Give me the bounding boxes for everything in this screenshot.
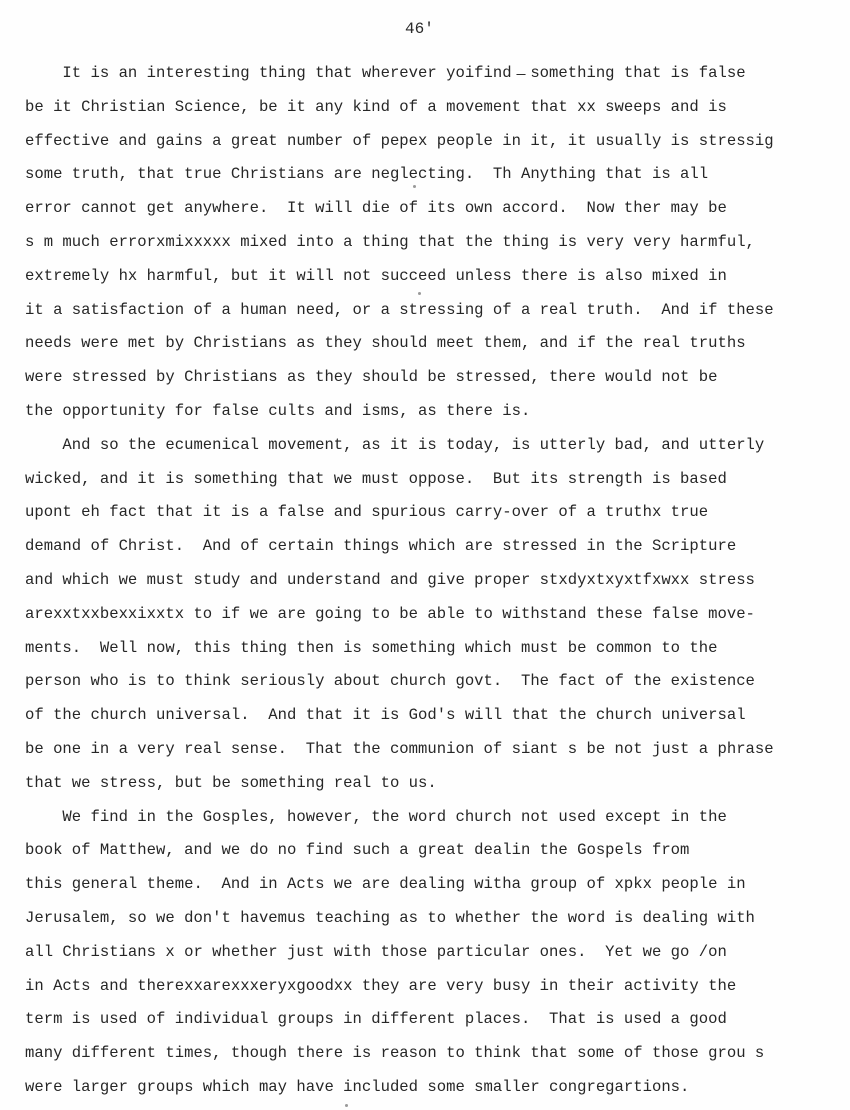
text-line: And so the ecumenical movement, as it is today, is utterly bad, and utterly <box>25 435 765 454</box>
text-line: We find in the Gosples, however, the word church not used except in the <box>25 807 727 826</box>
text-line: extremely hx harmful, but it will not succeed unless there is also mixed in <box>25 266 727 285</box>
text-line: s m much errorxmixxxxx mixed into a thing that the thing is very very harmful, <box>25 232 755 251</box>
text-line: effective and gains a great number of pepex people in it, it usually is stressig <box>25 131 774 150</box>
text-line: Jerusalem, so we don't havemus teaching as to whether the word is dealing with <box>25 908 755 927</box>
scan-speck <box>345 1104 348 1107</box>
text-line: be it Christian Science, be it any kind of a movement that xx sweeps and is <box>25 97 727 116</box>
text-line: arexxtxxbexxixxtx to if we are going to be able to withstand these false move- <box>25 604 755 623</box>
text-line: wicked, and it is something that we must oppose. But its strength is based <box>25 469 727 488</box>
text-line: and which we must study and understand and give proper stxdyxtxyxtfxwxx stress <box>25 570 755 589</box>
text-line: of the church universal. And that it is God's will that the church universal <box>25 706 746 725</box>
typewritten-body <box>25 57 830 1105</box>
text-line: were larger groups which may have included some smaller congregartions. <box>25 1077 690 1096</box>
text-line: term is used of individual groups in different places. That is used a good <box>25 1010 727 1029</box>
text-line: it a satisfaction of a human need, or a stressing of a real truth. And if these <box>25 300 774 319</box>
text-line: be one in a very real sense. That the communion of siant s be not just a phrase <box>25 739 774 758</box>
scan-speck <box>413 185 416 188</box>
text-line: in Acts and therexxarexxxeryxgoodxx they are very busy in their activity the <box>25 976 737 995</box>
text-line: person who is to think seriously about church govt. The fact of the existence <box>25 672 755 691</box>
text-line: error cannot get anywhere. It will die of its own accord. Now ther may be <box>25 199 727 218</box>
text-line: that we stress, but be something real to us. <box>25 773 437 792</box>
text-line: demand of Christ. And of certain things which are stressed in the Scripture <box>25 537 737 556</box>
page-number: 46' <box>405 20 434 38</box>
text-line: all Christians x or whether just with those particular ones. Yet we go /on <box>25 942 727 961</box>
text-line: ments. Well now, this thing then is something which must be common to the <box>25 638 718 657</box>
text-line: this general theme. And in Acts we are dealing witha group of xpkx people in <box>25 875 746 894</box>
text-line: book of Matthew, and we do no find such a great dealin the Gospels from <box>25 841 690 860</box>
text-line: the opportunity for false cults and isms, as there is. <box>25 401 531 420</box>
text-line: It is an interesting thing that wherever yoifind ̶ something that is false <box>25 64 746 82</box>
text-line: many different times, though there is reason to think that some of those grou s <box>25 1044 765 1063</box>
text-line: needs were met by Christians as they should meet them, and if the real truths <box>25 334 746 353</box>
text-line: some truth, that true Christians are neglecting. Th Anything that is all <box>25 165 709 184</box>
text-line: were stressed by Christians as they should be stressed, there would not be <box>25 368 718 387</box>
text-line: upont eh fact that it is a false and spurious carry-over of a truthx true <box>25 503 709 522</box>
scan-speck <box>418 292 421 295</box>
